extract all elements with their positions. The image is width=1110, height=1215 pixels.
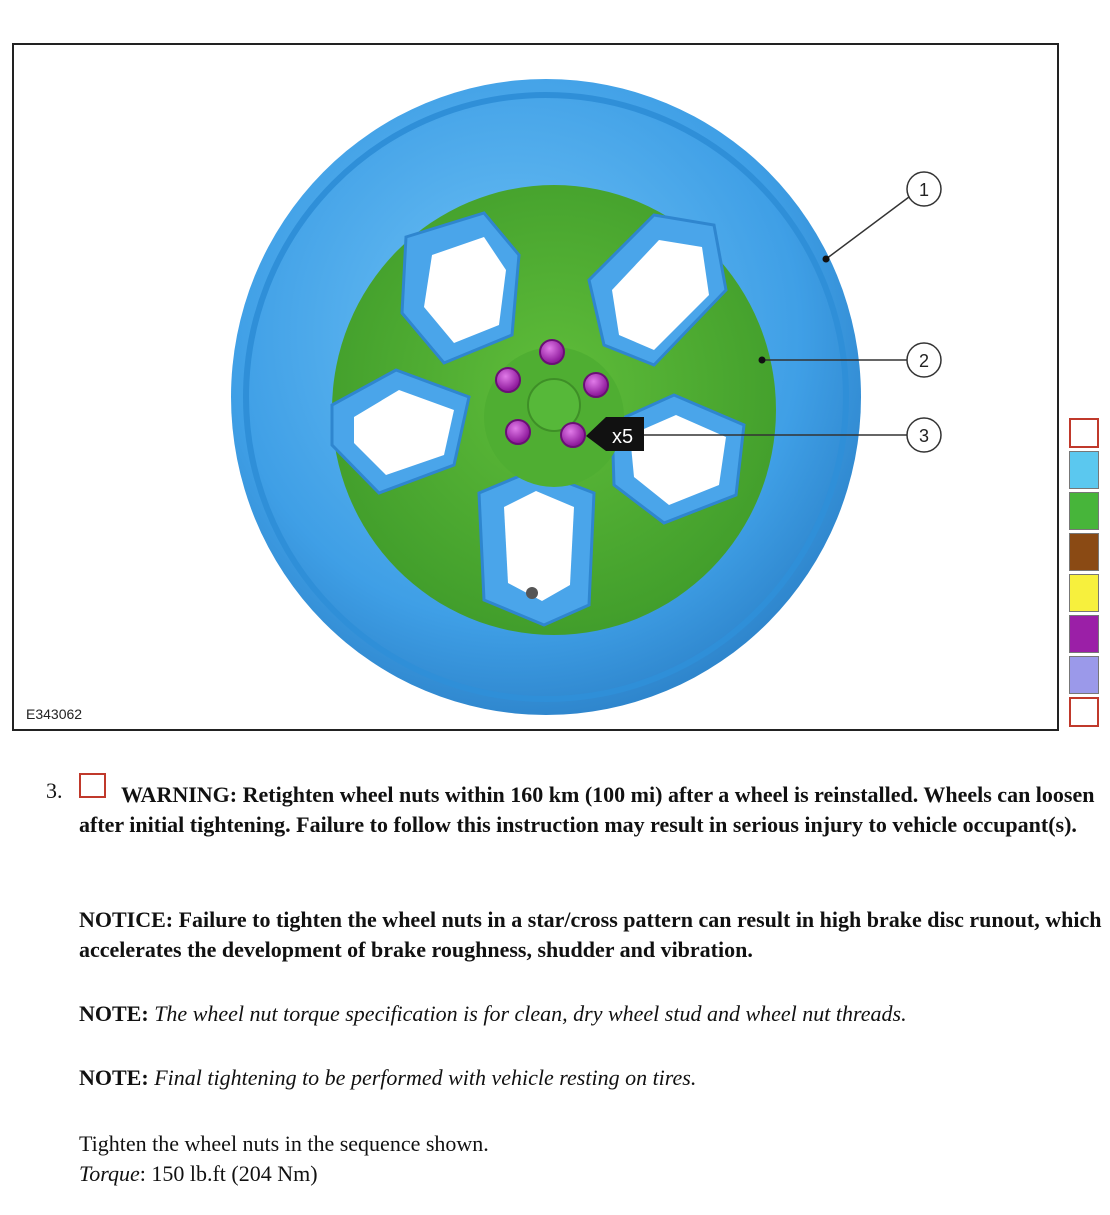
callout-3: [907, 418, 941, 452]
svg-text:3: 3: [918, 426, 930, 446]
legend-swatch-green: [1069, 492, 1099, 530]
note-final-tightening: [79, 1063, 1104, 1093]
color-legend: [1069, 418, 1101, 730]
wheel-illustration: [12, 43, 1059, 731]
legend-checkbox-top[interactable]: [1069, 418, 1099, 448]
callout-2: [907, 343, 941, 377]
note-text: Final tightening to be performed with vehicle resting on tires.: [154, 1065, 697, 1090]
legend-checkbox-bottom[interactable]: [1069, 697, 1099, 727]
torque-label: Torque: [79, 1161, 140, 1186]
svg-text:2: 2: [918, 351, 930, 371]
step-number: 3.: [46, 778, 63, 803]
nut-count-label: x5: [612, 426, 634, 448]
svg-text:1: 1: [918, 180, 930, 200]
note-label: NOTE:: [79, 1001, 149, 1026]
note-label: NOTE:: [79, 1065, 149, 1090]
torque-spec: [79, 1159, 1104, 1189]
callout-1: [907, 172, 941, 206]
legend-swatch-lavender: [1069, 656, 1099, 694]
instruction-text: Tighten the wheel nuts in the sequence shown.: [79, 1131, 489, 1156]
instruction-block: [79, 1129, 1104, 1189]
legend-swatch-blue: [1069, 451, 1099, 489]
torque-value: : 150 lb.ft (204 Nm): [139, 1161, 318, 1186]
legend-swatch-yellow: [1069, 574, 1099, 612]
note-torque-spec: [79, 999, 1104, 1029]
legend-swatch-brown: [1069, 533, 1099, 571]
legend-swatch-purple: [1069, 615, 1099, 653]
notice-text: NOTICE: Failure to tighten the wheel nuts in a star/cross pattern can result in high brake disc runout, which accelerates the development of brake roughness, shudder and vibration.: [79, 907, 1102, 962]
warning-text: WARNING: Retighten wheel nuts within 160 km (100 mi) after a wheel is reinstalled. Wheels can loosen after initial tightening. Failure to follow this instruction may result in serious injury to vehicle occupant(s).: [79, 782, 1095, 837]
figure-id: E343062: [26, 706, 83, 722]
wheel-drawing: [14, 45, 1061, 733]
note-text: The wheel nut torque specification is for clean, dry wheel stud and wheel nut threads.: [154, 1001, 907, 1026]
